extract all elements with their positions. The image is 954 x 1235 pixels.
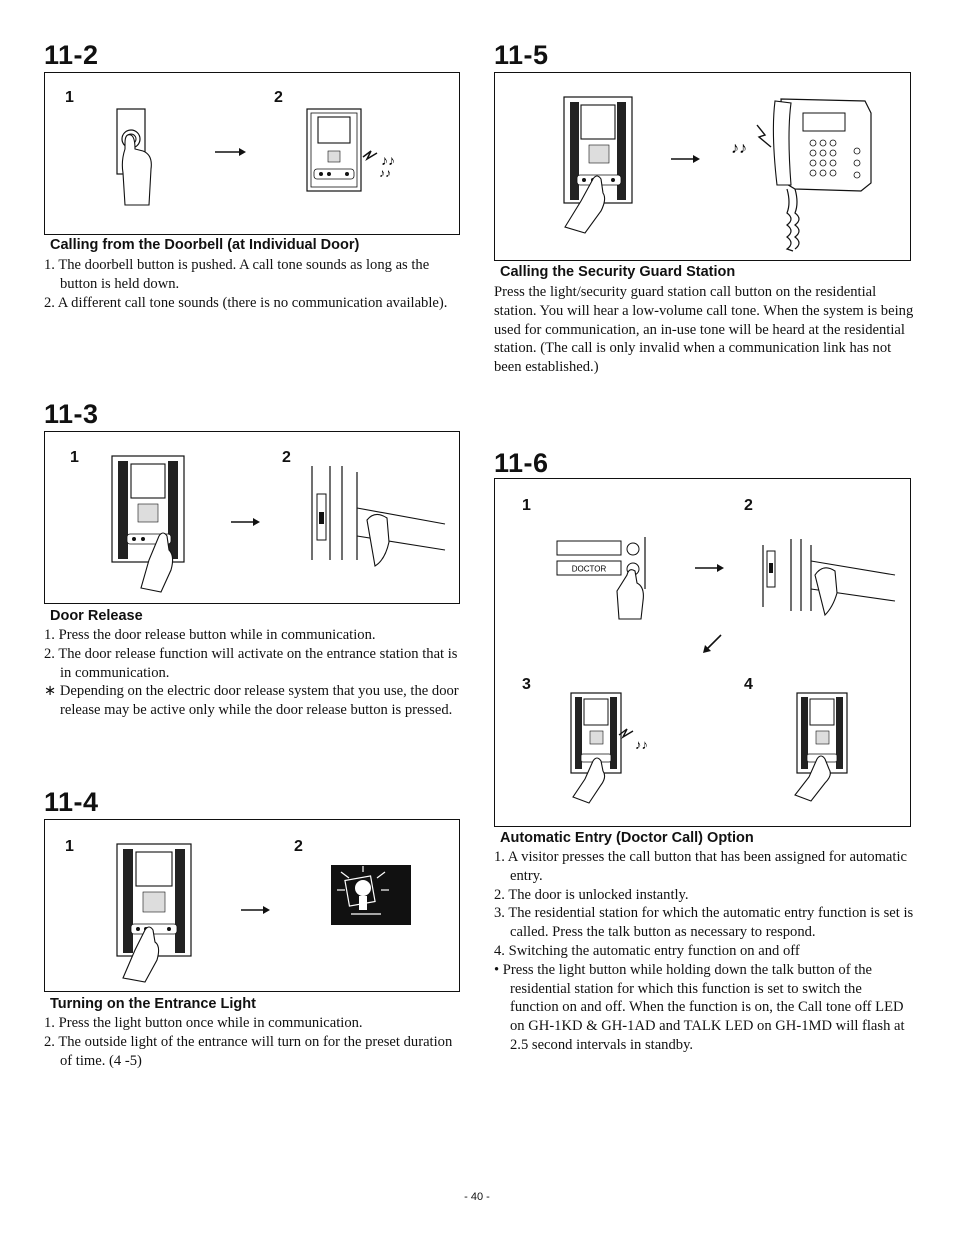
arrow-right-icon bbox=[693, 155, 700, 163]
list-item: 4. Switching the automatic entry function on and off bbox=[494, 942, 800, 959]
section-title-11-6: 11-6 bbox=[494, 448, 549, 478]
text-11-3 bbox=[44, 626, 464, 720]
step-number-3: 3 bbox=[522, 676, 531, 693]
monitor-station-icon bbox=[112, 456, 184, 562]
figure-box-11-2 bbox=[44, 72, 460, 235]
music-note-icon: ♪♪ bbox=[635, 737, 648, 752]
entrance-light-figure bbox=[45, 820, 461, 993]
figure-box-11-5 bbox=[494, 72, 911, 261]
hand-icon bbox=[617, 570, 643, 619]
text-11-5 bbox=[494, 283, 914, 377]
doorbell-figure bbox=[45, 73, 461, 236]
step-number-2: 2 bbox=[282, 449, 291, 466]
page-number: - 40 - bbox=[464, 1191, 490, 1203]
light-bulb-icon bbox=[331, 865, 411, 925]
caption-11-6: Automatic Entry (Doctor Call) Option bbox=[500, 830, 754, 846]
step-number-1: 1 bbox=[65, 838, 74, 855]
figure-box-11-6 bbox=[494, 478, 911, 827]
monitor-station-icon bbox=[307, 109, 361, 191]
sound-wave-icon bbox=[757, 125, 771, 147]
list-item: • Press the light button while holding down the talk button of the residential station for which this function is set to switch the function on and off. When the function is on, the Call tone off LED on GH-1KD & GH-1AD and TALK LED on GH-1MD will flash at 2.5 second intervals in standby. bbox=[494, 961, 905, 1053]
step-number-1: 1 bbox=[70, 449, 79, 466]
list-item: 1. Press the light button once while in communication. bbox=[44, 1015, 363, 1031]
list-item: 2. The outside light of the entrance will turn on for the preset duration of time. (4 -5) bbox=[44, 1033, 453, 1069]
text-11-4 bbox=[44, 1014, 464, 1070]
figure-box-11-3 bbox=[44, 431, 460, 604]
music-note-icon: ♪♪ bbox=[731, 140, 747, 157]
list-item: 1. Press the door release button while in communication. bbox=[44, 627, 376, 643]
arrow-right-icon bbox=[253, 518, 260, 526]
arrow-right-icon bbox=[717, 564, 724, 572]
list-item: 2. A different call tone sounds (there is no communication available). bbox=[44, 294, 448, 311]
section-title-11-3: 11-3 bbox=[44, 399, 99, 429]
step-number-1: 1 bbox=[65, 89, 74, 106]
step-number-1: 1 bbox=[522, 497, 531, 514]
security-guard-figure bbox=[495, 73, 912, 262]
list-item: 1. The doorbell button is pushed. A call tone sounds as long as the button is held down. bbox=[44, 257, 430, 292]
text-11-6 bbox=[494, 848, 914, 1055]
text-11-2 bbox=[44, 256, 464, 312]
doctor-label: DOCTOR bbox=[571, 564, 607, 574]
list-item: 1. A visitor presses the call button that has been assigned for automatic entry. bbox=[494, 849, 907, 884]
step-number-4: 4 bbox=[744, 676, 753, 693]
list-item: 2. The door is unlocked instantly. bbox=[494, 886, 689, 903]
step-number-2: 2 bbox=[294, 838, 303, 855]
sound-wave-icon bbox=[363, 151, 377, 159]
door-release-figure bbox=[45, 432, 461, 605]
doctor-call-figure bbox=[495, 479, 912, 828]
hand-icon bbox=[815, 568, 837, 615]
caption-11-3: Door Release bbox=[50, 608, 143, 624]
caption-11-4: Turning on the Entrance Light bbox=[50, 996, 256, 1012]
music-note-icon: ♪♪ bbox=[381, 152, 395, 168]
arrow-right-icon bbox=[239, 148, 246, 156]
caption-11-2: Calling from the Doorbell (at Individual Door) bbox=[50, 237, 360, 253]
svg-text:♪♪: ♪♪ bbox=[379, 166, 391, 180]
list-item: ∗ Depending on the electric door release system that you use, the door release may be active only while the door release button is pressed. bbox=[44, 683, 459, 719]
figure-box-11-4 bbox=[44, 819, 460, 992]
step-number-2: 2 bbox=[744, 497, 753, 514]
step-number-2: 2 bbox=[274, 89, 283, 106]
paragraph: Press the light/security guard station call button on the residential station. You will hear a low-volume call tone. When the system is being used for communication, an in-use tone will be heard at the residential station. (The call is only invalid when a communication link has not been established.) bbox=[494, 284, 914, 376]
section-title-11-4: 11-4 bbox=[44, 787, 99, 817]
section-title-11-2: 11-2 bbox=[44, 40, 99, 70]
guard-station-phone-icon bbox=[773, 99, 871, 251]
section-title-11-5: 11-5 bbox=[494, 40, 549, 70]
hand-icon bbox=[367, 514, 389, 566]
list-item: 3. The residential station for which the automatic entry function is set is called. Press the talk button as necessary to respond. bbox=[494, 905, 914, 941]
arrow-right-icon bbox=[263, 906, 270, 914]
list-item: 2. The door release function will activate on the entrance station that is in communication. bbox=[44, 645, 458, 681]
caption-11-5: Calling the Security Guard Station bbox=[500, 264, 736, 280]
